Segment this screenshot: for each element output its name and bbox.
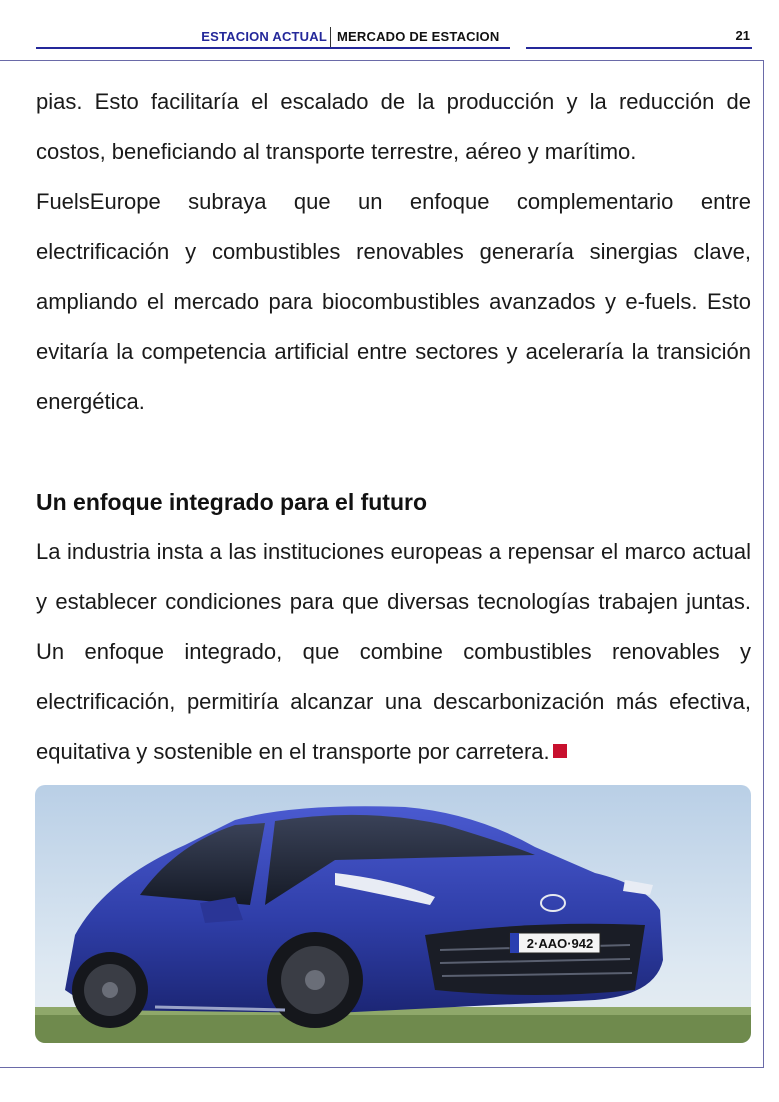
paragraph-2: FuelsEurope subraya que un enfoque complementario entre electrificación y combustibles renovables generaría sinergias clave, ampliando el mercado para biocombustibles avanzados y e-fuels. Esto evitaría la competencia artificial entre sectores y aceleraría la transición energética. [36, 189, 751, 414]
front-wheel [267, 932, 363, 1028]
header-rule-right [526, 47, 752, 49]
section-title: ESTACION ACTUAL [201, 29, 327, 44]
paragraph-3 [36, 527, 751, 777]
car-photo [35, 785, 751, 1043]
frame-right-border [763, 60, 764, 1067]
paragraph-3-text: La industria insta a las instituciones europeas a repensar el marco actual y establecer condiciones para que diversas tecnologías trabajen juntas. Un enfoque integrado, que combine combustibles renovables y electrificación, permitiría alcanzar una descarbonización más efectiva, equitativa y sostenible en el transporte por carretera. [36, 539, 751, 764]
frame-bottom-border [0, 1067, 764, 1068]
subsection-title: MERCADO DE ESTACION [337, 29, 500, 44]
license-plate: 2·AAO·942 [526, 936, 594, 951]
article-body [36, 77, 751, 777]
end-of-article-mark [553, 744, 567, 758]
paragraph-1: pias. Esto facilitaría el escalado de la producción y la reducción de costos, beneficiando al transporte terrestre, aéreo y marítimo. [36, 89, 751, 164]
header-separator [330, 27, 331, 47]
frame-top-border [0, 60, 763, 61]
page-number: 21 [735, 28, 750, 43]
header-rule-left [36, 47, 510, 49]
page-header [0, 0, 779, 60]
section-heading: Un enfoque integrado para el futuro [36, 489, 428, 515]
rear-wheel [72, 952, 148, 1028]
